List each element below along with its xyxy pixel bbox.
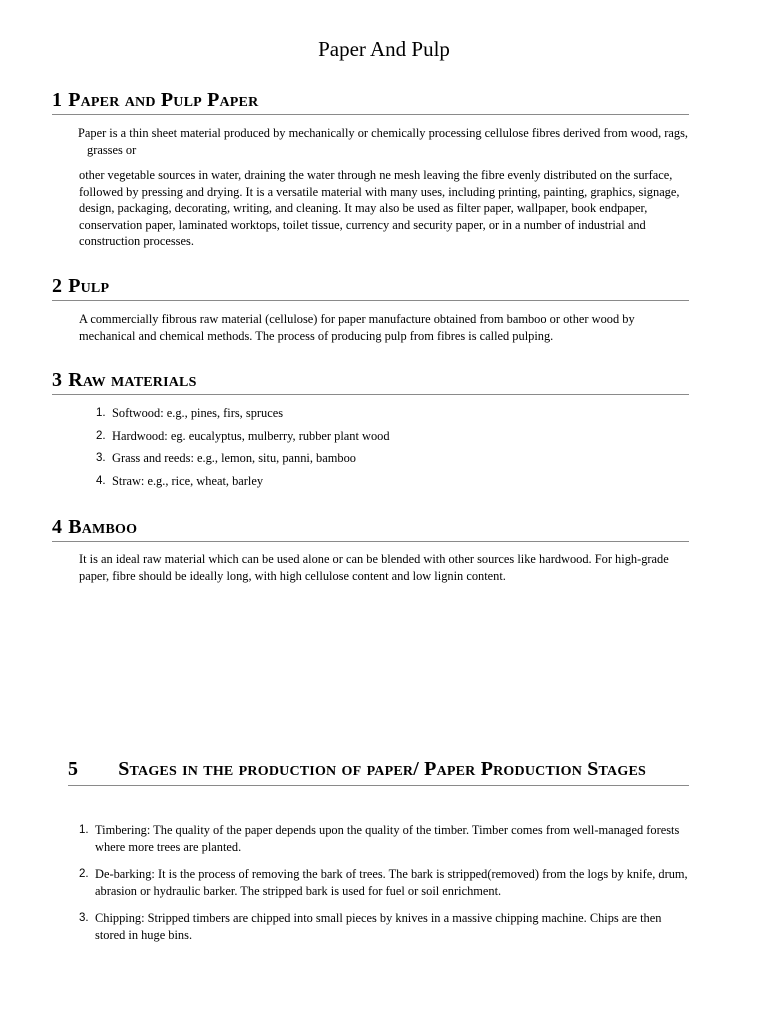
section-4-heading: [52, 515, 689, 542]
document-title: Paper And Pulp: [318, 37, 450, 61]
section-title: Raw materials: [68, 369, 197, 391]
section-title: Stages in the production of paper/ Paper Production Stages: [118, 758, 646, 780]
section-4-paragraph: It is an ideal raw material which can be used alone or can be blended with other sources like hardwood. For high-grade paper, fibre should be ideally long, with high cellulose content and low lignin content.: [79, 552, 669, 583]
section-number: 3: [52, 369, 63, 391]
section-number: 5: [68, 758, 79, 780]
raw-materials-list: [96, 405, 686, 496]
section-1-heading: [52, 88, 689, 115]
list-item: 3. Grass and reeds: e.g., lemon, situ, panni, bamboo: [96, 451, 356, 466]
list-item: 1. Softwood: e.g., pines, firs, spruces: [96, 406, 284, 420]
production-stages-list: [79, 822, 689, 955]
section-title: Bamboo: [68, 516, 138, 538]
section-number: 2: [52, 275, 63, 297]
list-item: 1. Timbering: The quality of the paper depends upon the quality of the timber. Timber comes from well-managed forests where more trees are planted.: [79, 823, 680, 854]
section-2-heading: [52, 274, 689, 301]
section-2-paragraph: A commercially fibrous raw material (cellulose) for paper manufacture obtained from bamboo or other wood by mechanical and chemical methods. The process of producing pulp from fibres is called pulping.: [79, 312, 635, 343]
list-item: 2. Hardwood: eg. eucalyptus, mulberry, rubber plant wood: [96, 428, 390, 443]
section-1-paragraph-1: Paper is a thin sheet material produced by mechanically or chemically processing cellulose fibres derived from wood, rags, grasses or: [78, 126, 689, 157]
section-1-paragraph-2: other vegetable sources in water, draining the water through ne mesh leaving the fibre evenly distributed on the surface, followed by pressing and drying. It is a versatile material with many uses, including printing, painting, graphics, signage, design, packaging, decorating, writing, and cleaning. It may also be used as filter paper, wallpaper, book endpaper, conservation paper, laminated worktops, toilet tissue, currency and security paper, or in a number of industrial and construction processes.: [79, 168, 680, 249]
section-title: Pulp: [68, 275, 110, 297]
section-title: Paper and Pulp Paper: [68, 89, 259, 111]
list-item: 2. De-barking: It is the process of removing the bark of trees. The bark is stripped(removed) from the logs by knife, drum, abrasion or hydraulic barker. The stripped bark is used for fuel or soil enrichment.: [79, 867, 688, 898]
section-3-heading: [52, 368, 689, 395]
section-5-heading: [68, 756, 689, 786]
section-number: 1: [52, 89, 63, 111]
list-item: 4. Straw: e.g., rice, wheat, barley: [96, 474, 264, 489]
list-item: 3. Chipping: Stripped timbers are chipped into small pieces by knives in a massive chipping machine. Chips are then stored in huge bins.: [79, 911, 662, 942]
section-number: 4: [52, 516, 63, 538]
